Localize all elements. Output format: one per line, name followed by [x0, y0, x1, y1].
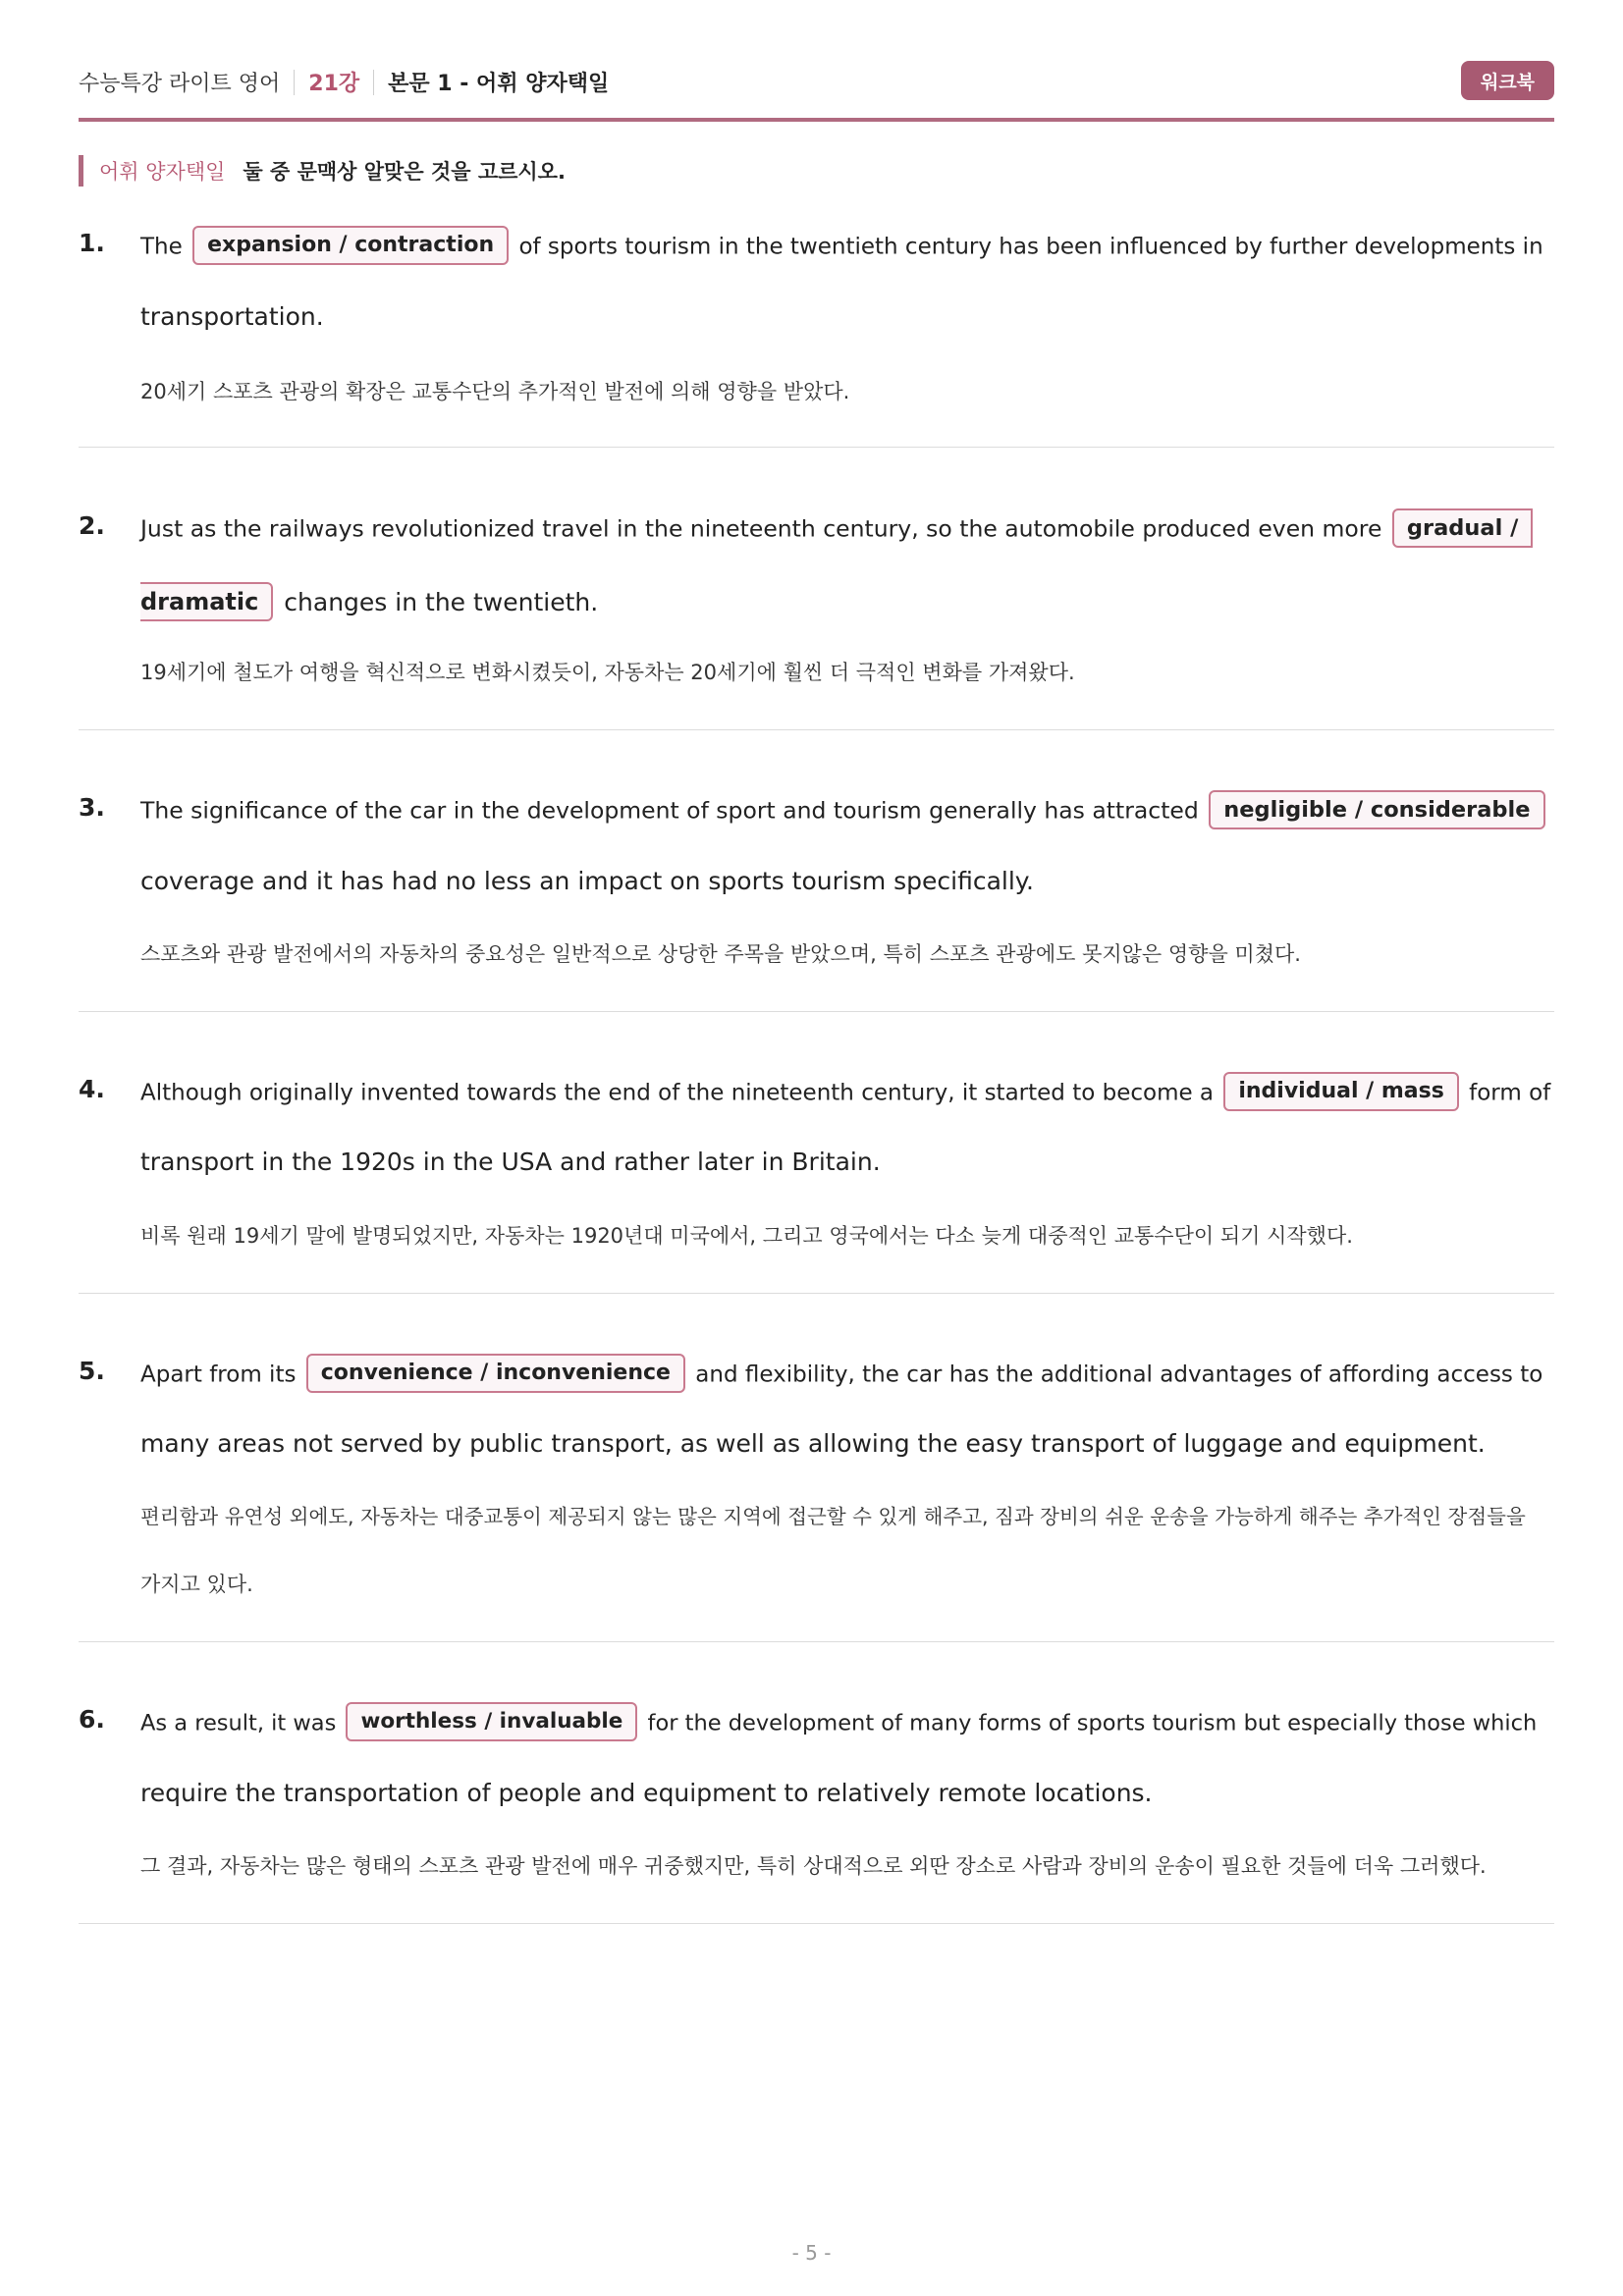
breadcrumb-divider — [373, 70, 374, 95]
sentence-text: Just as the railways revolutionized travel in the nineteenth century, so the automobile produced even more — [140, 514, 1382, 543]
sentence-text: Although originally invented towards the end of the nineteenth century, it started to become a — [140, 1080, 1215, 1106]
instruction — [79, 155, 566, 187]
vocabulary-choice-box[interactable]: convenience / inconvenience — [306, 1354, 685, 1393]
breadcrumb-divider — [294, 70, 295, 95]
vocabulary-choice-box-continued[interactable]: dramatic — [140, 582, 273, 621]
question-item — [79, 1071, 1554, 1294]
instruction-text: 둘 중 문맥상 알맞은 것을 고르시오. — [243, 160, 566, 184]
question-sentence-line — [140, 1356, 1542, 1395]
question-sentence-line — [140, 228, 1543, 267]
question-number: 5. — [79, 1357, 105, 1385]
lesson-number: 21강 — [308, 72, 360, 96]
section-title: 본문 1 - 어휘 양자택일 — [388, 72, 610, 96]
question-sentence-line — [140, 1074, 1550, 1113]
question-number: 1. — [79, 229, 105, 257]
question-item — [79, 1353, 1554, 1642]
page-header — [79, 59, 1554, 122]
breadcrumb — [79, 67, 609, 97]
question-sentence-line — [140, 792, 1548, 831]
korean-translation: 비록 원래 19세기 말에 발명되었지만, 자동차는 1920년대 미국에서, 그리고 영국에서는 다소 늦게 대중적인 교통수단이 되기 시작했다. — [140, 1224, 1353, 1248]
question-number: 2. — [79, 511, 105, 540]
korean-translation: 가지고 있다. — [140, 1573, 253, 1596]
vocabulary-choice-box[interactable]: gradual / — [1392, 508, 1533, 548]
question-item — [79, 789, 1554, 1012]
sentence-text: The significance of the car in the development of sport and tourism generally has attracted — [140, 796, 1199, 825]
workbook-badge: 워크북 — [1461, 61, 1554, 100]
vocabulary-choice-box[interactable]: worthless / invaluable — [346, 1702, 637, 1741]
sentence-text: and flexibility, the car has the additional advantages of affording access to — [695, 1362, 1543, 1388]
sentence-text: form of — [1469, 1080, 1551, 1106]
vocabulary-choice-box[interactable]: individual / mass — [1223, 1072, 1458, 1111]
question-item — [79, 507, 1554, 730]
book-title: 수능특강 라이트 영어 — [79, 72, 281, 96]
question-sentence-line — [140, 1704, 1537, 1743]
question-sentence-line — [140, 510, 1536, 550]
question-number: 6. — [79, 1705, 105, 1734]
question-number: 4. — [79, 1075, 105, 1103]
question-number: 3. — [79, 793, 105, 822]
question-sentence-line: require the transportation of people and equipment to relatively remote locations. — [140, 1779, 1153, 1807]
question-item — [79, 225, 1554, 448]
sentence-text: of sports tourism in the twentieth century has been influenced by further developments in — [518, 234, 1543, 260]
instruction-accent-bar — [79, 155, 83, 187]
page-number: - 5 - — [791, 2241, 832, 2265]
instruction-title: 어휘 양자택일 — [99, 160, 226, 184]
sentence-text: changes in the twentieth. — [284, 588, 599, 616]
korean-translation: 19세기에 철도가 여행을 혁신적으로 변화시켰듯이, 자동차는 20세기에 훨씬 더 극적인 변화를 가져왔다. — [140, 661, 1075, 684]
korean-translation: 20세기 스포츠 관광의 확장은 교통수단의 추가적인 발전에 의해 영향을 받았다. — [140, 380, 850, 403]
question-sentence-line — [140, 584, 598, 623]
korean-translation: 그 결과, 자동차는 많은 형태의 스포츠 관광 발전에 매우 귀중했지만, 특히 상대적으로 외딴 장소로 사람과 장비의 운송이 필요한 것들에 더욱 그러했다. — [140, 1854, 1487, 1878]
sentence-text: for the development of many forms of sports tourism but especially those which — [647, 1710, 1538, 1736]
vocabulary-choice-box[interactable]: expansion / contraction — [192, 226, 509, 265]
sentence-text: The — [140, 234, 183, 260]
question-sentence-line: many areas not served by public transport, as well as allowing the easy transport of luggage and equipment. — [140, 1429, 1486, 1458]
question-sentence-line: transport in the 1920s in the USA and rather later in Britain. — [140, 1148, 881, 1176]
sentence-text: As a result, it was — [140, 1710, 337, 1736]
vocabulary-choice-box[interactable]: negligible / considerable — [1209, 790, 1544, 829]
question-sentence-line: transportation. — [140, 302, 324, 331]
sentence-text: Apart from its — [140, 1362, 297, 1388]
question-sentence-line: coverage and it has had no less an impact on sports tourism specifically. — [140, 867, 1034, 895]
korean-translation: 편리함과 유연성 외에도, 자동차는 대중교통이 제공되지 않는 많은 지역에 접근할 수 있게 해주고, 짐과 장비의 쉬운 운송을 가능하게 해주는 추가적인 장점들을 — [140, 1505, 1526, 1528]
question-item — [79, 1701, 1554, 1924]
korean-translation: 스포츠와 관광 발전에서의 자동차의 중요성은 일반적으로 상당한 주목을 받았으며, 특히 스포츠 관광에도 못지않은 영향을 미쳤다. — [140, 942, 1301, 966]
